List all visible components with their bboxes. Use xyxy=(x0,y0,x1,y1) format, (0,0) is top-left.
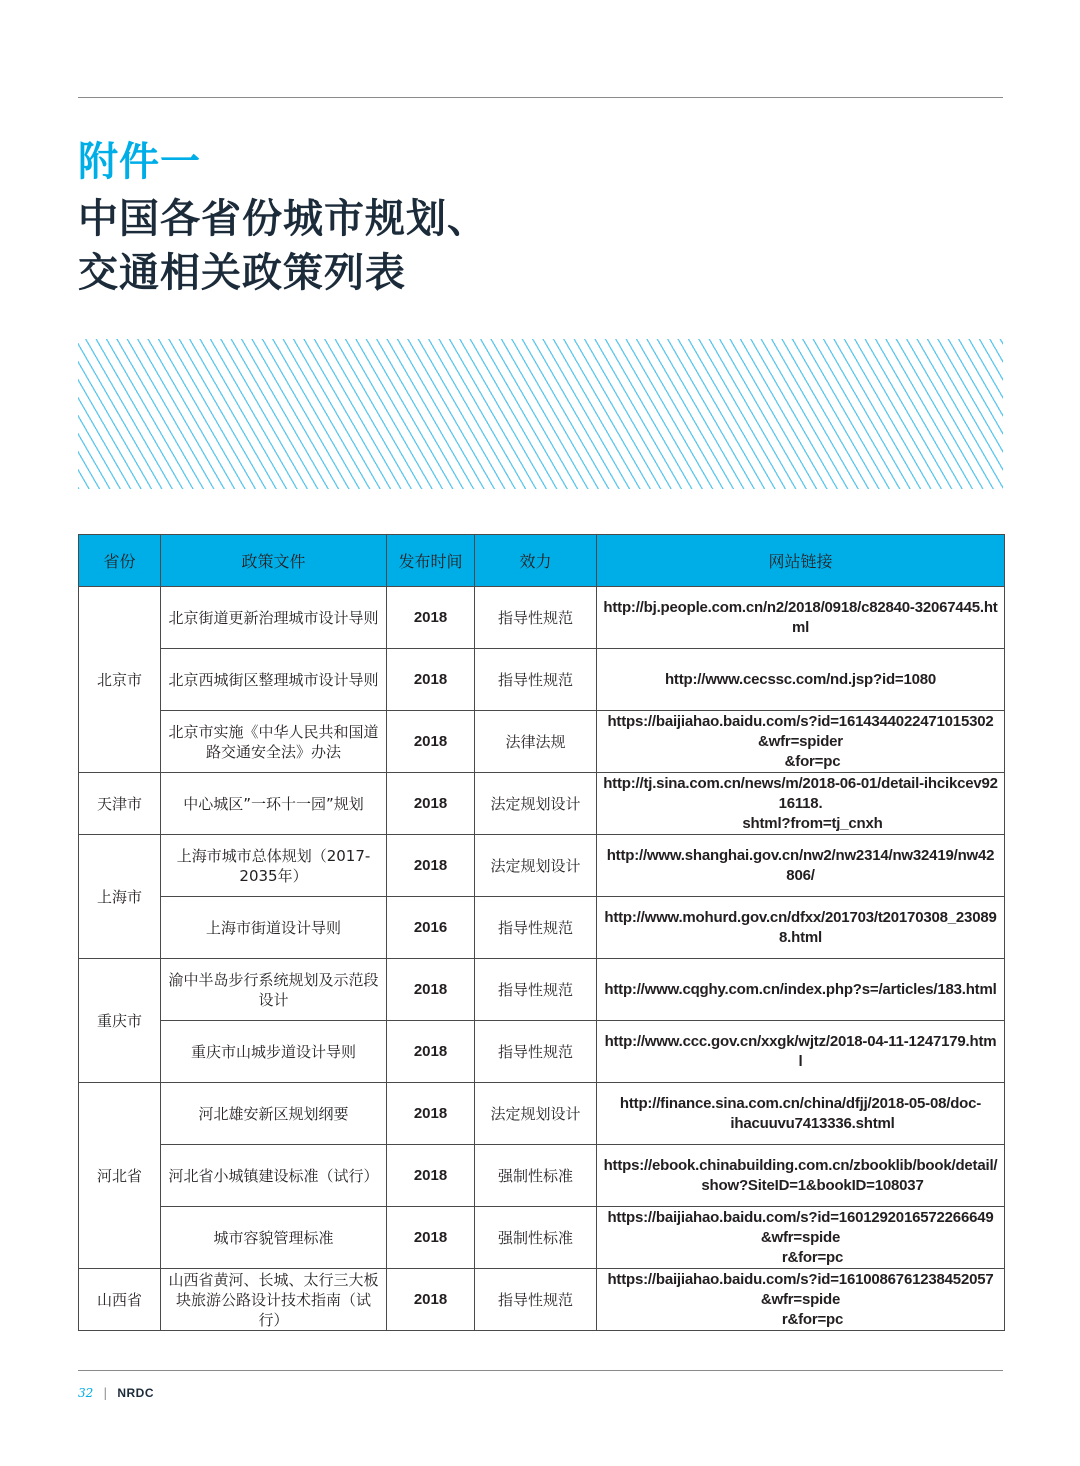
header-effect: 效力 xyxy=(475,535,597,587)
effect-cell: 指导性规范 xyxy=(475,897,597,959)
url-text[interactable]: http://www.cqghy.com.cn/index.php?s=/articles/183.html xyxy=(604,980,997,998)
annex-label: 附件一 xyxy=(78,139,201,185)
url-text-continued[interactable]: &for=pc xyxy=(784,752,841,770)
province-cell: 河北省 xyxy=(79,1083,161,1269)
table-row xyxy=(79,1021,1005,1083)
policy-cell: 上海市街道设计导则 xyxy=(161,897,387,959)
url-cell[interactable] xyxy=(597,1145,1005,1207)
policy-cell: 北京街道更新治理城市设计导则 xyxy=(161,587,387,649)
policy-cell: 上海市城市总体规划（2017-2035年） xyxy=(161,835,387,897)
title-line-2: 交通相关政策列表 xyxy=(78,250,406,296)
url-cell[interactable] xyxy=(597,1269,1005,1331)
title-line-1: 中国各省份城市规划、 xyxy=(78,196,488,242)
header-link: 网站链接 xyxy=(597,535,1005,587)
effect-cell: 法定规划设计 xyxy=(475,1083,597,1145)
year-cell: 2018 xyxy=(387,773,475,835)
header-date: 发布时间 xyxy=(387,535,475,587)
year-cell: 2018 xyxy=(387,1021,475,1083)
footer-separator: | xyxy=(103,1386,108,1400)
url-cell[interactable] xyxy=(597,835,1005,897)
effect-cell: 指导性规范 xyxy=(475,959,597,1021)
table-row xyxy=(79,1083,1005,1145)
effect-cell: 强制性标准 xyxy=(475,1207,597,1269)
decorative-hatch-band xyxy=(78,339,1003,489)
bottom-divider xyxy=(78,1370,1003,1371)
header-province: 省份 xyxy=(79,535,161,587)
province-cell: 山西省 xyxy=(79,1269,161,1331)
province-cell: 天津市 xyxy=(79,773,161,835)
table-row xyxy=(79,773,1005,835)
year-cell: 2018 xyxy=(387,959,475,1021)
policy-table xyxy=(78,534,1005,1331)
province-cell: 上海市 xyxy=(79,835,161,959)
policy-cell: 渝中半岛步行系统规划及示范段设计 xyxy=(161,959,387,1021)
url-cell[interactable] xyxy=(597,587,1005,649)
policy-cell: 河北省小城镇建设标准（试行） xyxy=(161,1145,387,1207)
page-number: 32 xyxy=(78,1386,94,1400)
table-row xyxy=(79,1145,1005,1207)
year-cell: 2018 xyxy=(387,1207,475,1269)
url-text-continued[interactable]: show?SiteID=1&bookID=108037 xyxy=(701,1176,924,1194)
url-text[interactable]: http://www.ccc.gov.cn/xxgk/wjtz/2018-04-11-1247179.html xyxy=(604,1032,997,1070)
url-text-continued[interactable]: r&for=pc xyxy=(781,1248,844,1266)
url-cell[interactable] xyxy=(597,773,1005,835)
province-cell: 北京市 xyxy=(79,587,161,773)
org-name: NRDC xyxy=(117,1386,154,1400)
url-text[interactable]: http://finance.sina.com.cn/china/dfjj/2018-05-08/doc- xyxy=(619,1094,982,1112)
url-text[interactable]: http://www.mohurd.gov.cn/dfxx/201703/t20170308_230898.html xyxy=(604,908,997,946)
year-cell: 2018 xyxy=(387,835,475,897)
url-cell[interactable] xyxy=(597,1083,1005,1145)
effect-cell: 指导性规范 xyxy=(475,649,597,711)
table-row xyxy=(79,897,1005,959)
year-cell: 2016 xyxy=(387,897,475,959)
table-row xyxy=(79,959,1005,1021)
table-row xyxy=(79,1207,1005,1269)
year-cell: 2018 xyxy=(387,587,475,649)
url-text[interactable]: https://baijiahao.baidu.com/s?id=1601292016572266649&wfr=spide xyxy=(607,1208,994,1246)
table-row xyxy=(79,649,1005,711)
year-cell: 2018 xyxy=(387,1083,475,1145)
effect-cell: 法定规划设计 xyxy=(475,773,597,835)
year-cell: 2018 xyxy=(387,1145,475,1207)
table-row xyxy=(79,1269,1005,1331)
policy-cell: 中心城区”一环十一园”规划 xyxy=(161,773,387,835)
policy-cell: 河北雄安新区规划纲要 xyxy=(161,1083,387,1145)
policy-cell: 北京西城街区整理城市设计导则 xyxy=(161,649,387,711)
table-row xyxy=(79,711,1005,773)
effect-cell: 强制性标准 xyxy=(475,1145,597,1207)
url-text[interactable]: https://ebook.chinabuilding.com.cn/zbooklib/book/detail/ xyxy=(603,1156,998,1174)
url-text-continued[interactable]: shtml?from=tj_cnxh xyxy=(742,814,883,832)
year-cell: 2018 xyxy=(387,649,475,711)
url-text[interactable]: http://www.shanghai.gov.cn/nw2/nw2314/nw32419/nw42806/ xyxy=(606,846,995,884)
table-header-row xyxy=(79,535,1005,587)
url-cell[interactable] xyxy=(597,711,1005,773)
page-footer xyxy=(78,1386,154,1400)
province-cell: 重庆市 xyxy=(79,959,161,1083)
policy-cell: 城市容貌管理标准 xyxy=(161,1207,387,1269)
effect-cell: 指导性规范 xyxy=(475,1021,597,1083)
year-cell: 2018 xyxy=(387,1269,475,1331)
url-text[interactable]: https://baijiahao.baidu.com/s?id=1614344022471015302&wfr=spider xyxy=(607,712,994,750)
effect-cell: 法律法规 xyxy=(475,711,597,773)
url-text[interactable]: http://tj.sina.com.cn/news/m/2018-06-01/detail-ihcikcev9216118. xyxy=(603,774,998,812)
url-cell[interactable] xyxy=(597,897,1005,959)
url-text[interactable]: http://bj.people.com.cn/n2/2018/0918/c82840-32067445.html xyxy=(603,598,998,636)
url-cell[interactable] xyxy=(597,959,1005,1021)
year-cell: 2018 xyxy=(387,711,475,773)
url-cell[interactable] xyxy=(597,649,1005,711)
effect-cell: 指导性规范 xyxy=(475,1269,597,1331)
table-row xyxy=(79,587,1005,649)
url-text-continued[interactable]: ihacuuvu7413336.shtml xyxy=(730,1114,895,1132)
url-cell[interactable] xyxy=(597,1207,1005,1269)
url-text-continued[interactable]: r&for=pc xyxy=(781,1310,844,1328)
policy-cell: 山西省黄河、长城、太行三大板块旅游公路设计技术指南（试行） xyxy=(161,1269,387,1331)
effect-cell: 指导性规范 xyxy=(475,587,597,649)
url-text[interactable]: https://baijiahao.baidu.com/s?id=1610086761238452057&wfr=spide xyxy=(607,1270,994,1308)
url-text[interactable]: http://www.cecssc.com/nd.jsp?id=1080 xyxy=(664,670,937,688)
table-row xyxy=(79,835,1005,897)
page-title xyxy=(78,192,488,300)
policy-cell: 北京市实施《中华人民共和国道路交通安全法》办法 xyxy=(161,711,387,773)
effect-cell: 法定规划设计 xyxy=(475,835,597,897)
policy-cell: 重庆市山城步道设计导则 xyxy=(161,1021,387,1083)
header-policy: 政策文件 xyxy=(161,535,387,587)
url-cell[interactable] xyxy=(597,1021,1005,1083)
top-divider xyxy=(78,97,1003,98)
